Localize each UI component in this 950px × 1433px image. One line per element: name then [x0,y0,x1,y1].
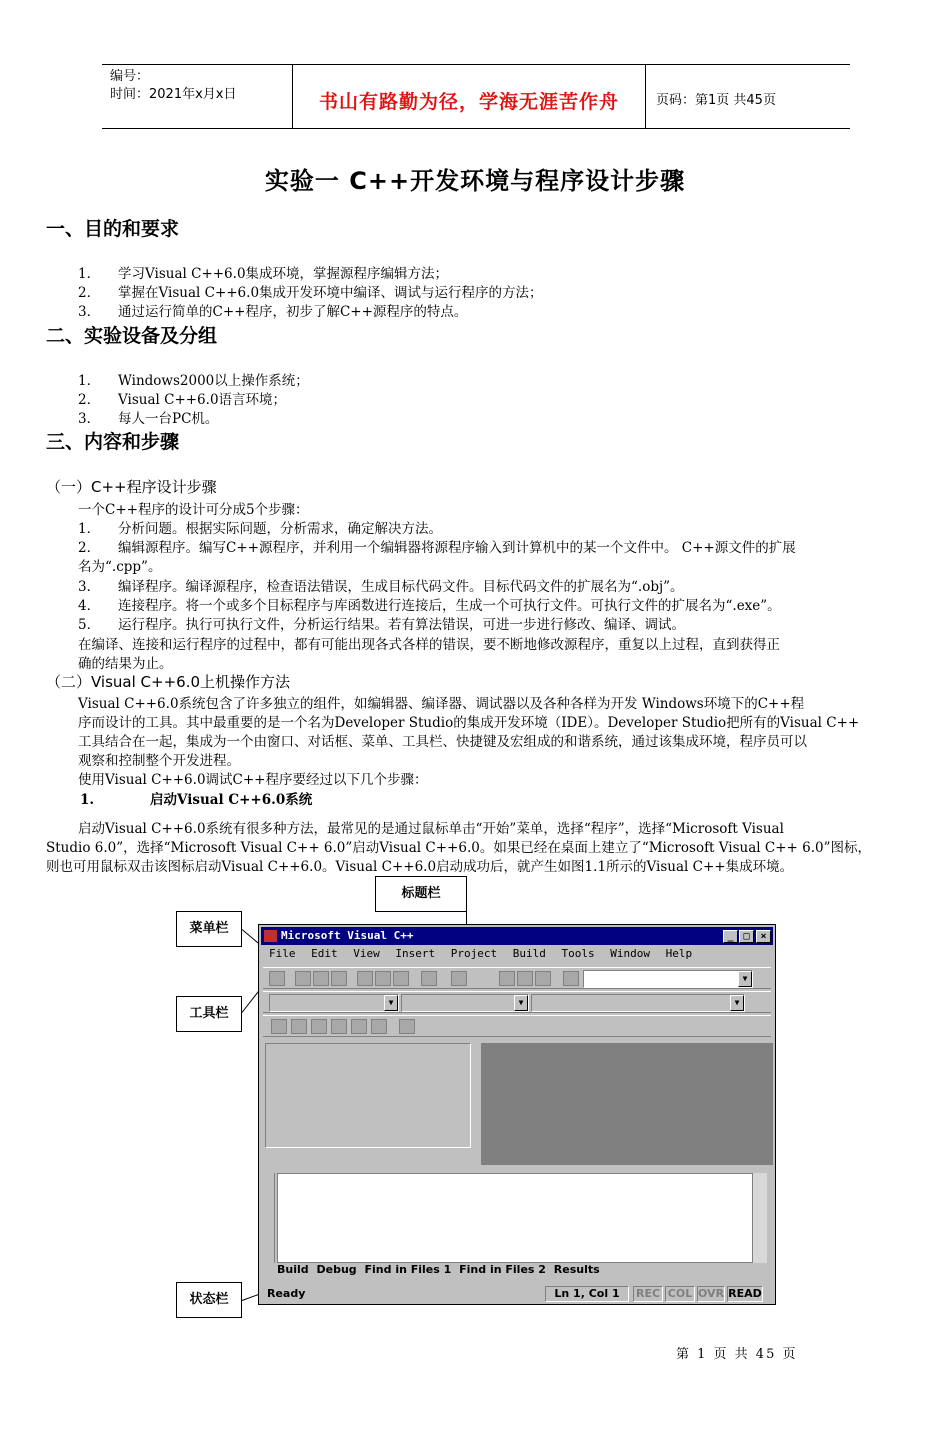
copy-icon[interactable] [375,971,391,986]
status-bar [263,1285,773,1303]
menu-tools[interactable]: Tools [561,947,595,960]
workspace-pane[interactable] [265,1043,471,1148]
para-line: 观察和控制整个开发进程。 [78,753,240,769]
vc-window-figure [258,924,776,1305]
config-icon[interactable] [399,1019,415,1034]
build-toolbar [263,1015,771,1037]
output-icon[interactable] [517,971,533,986]
subsection2-heading: （二）Visual C++6.0上机操作方法 [46,673,291,691]
build-icon[interactable] [291,1019,307,1034]
close-icon[interactable]: × [756,930,771,943]
wizard-toolbar [263,991,771,1013]
header-table [102,64,850,129]
para-line: 序而设计的工具。其中最重要的是一个名为Developer Studio的集成开发环境（IDE）。Developer Studio把所有的Visual C++ [78,715,860,731]
menu-file[interactable]: File [269,947,296,960]
para-line: 确的结果为止。 [78,656,173,672]
undo-icon[interactable] [421,971,437,986]
status-ready: Ready [267,1287,306,1300]
list-item: 2． 掌握在Visual C++6.0集成开发环境中编译、调试与运行程序的方法； [78,285,543,301]
new-file-icon[interactable] [269,971,285,986]
para-line: 则也可用鼠标双击该图标启动Visual C++6.0。Visual C++6.0启动成功后，就产生如图1.1所示的Visual C++集成环境。 [46,859,794,875]
status-ovr: OVR [698,1287,725,1300]
list-item: 5． 运行程序。执行可执行文件，分析运行结果。若有算法错误，可进一步进行修改、编译、调试。 [78,617,685,633]
breakpoint-icon[interactable] [371,1019,387,1034]
list-item: 2． Visual C++6.0语言环境； [78,392,287,408]
class-combo[interactable]: ▼ [269,994,399,1012]
save-icon[interactable] [313,971,329,986]
tab-debug[interactable]: Debug [316,1263,357,1276]
page-footer: 第 1 页 共 45 页 [676,1347,798,1362]
cut-icon[interactable] [357,971,373,986]
list-item: 3． 通过运行简单的C++程序，初步了解C++源程序的特点。 [78,304,468,320]
menu-view[interactable]: View [353,947,380,960]
list-item: 4． 连接程序。将一个或多个目标程序与库函数进行连接后，生成一个可执行文件。可执行文件的扩展名为“.exe”。 [78,598,781,614]
list-item: 1． Windows2000以上操作系统； [78,373,309,389]
standard-toolbar [263,967,771,989]
find-icon[interactable] [563,971,579,986]
execute-icon[interactable] [331,1019,347,1034]
number-label: 编号： [110,69,150,84]
workspace-icon[interactable] [499,971,515,986]
para-line: 使用Visual C++6.0调试C++程序要经过以下几个步骤： [78,772,428,788]
intro-text: 一个C++程序的设计可分成5个步骤： [78,502,309,518]
time-label: 时间：2021年x月x日 [110,87,237,102]
minimize-icon[interactable]: _ [723,930,738,943]
section3-heading: 三、内容和步骤 [46,431,180,453]
step-heading: 1. 启动Visual C++6.0系统 [80,792,313,808]
tab-find-in-files-1[interactable]: Find in Files 1 [364,1263,452,1276]
status-read: READ [728,1287,762,1300]
tab-build[interactable]: Build [277,1263,309,1276]
header-meta [102,65,292,129]
list-item: 1． 分析问题。根据实际问题，分析需求，确定解决方法。 [78,521,442,537]
open-icon[interactable] [295,971,311,986]
window-title: Microsoft Visual C++ [281,929,414,942]
list-item: 3． 每人一台PC机。 [78,411,219,427]
output-grip[interactable] [263,1173,275,1263]
callout-status-bar: 状态栏 [176,1282,242,1318]
app-icon [264,930,277,942]
paste-icon[interactable] [393,971,409,986]
menu-bar [269,947,701,965]
status-rec: REC [633,1286,663,1302]
para-line: 工具结合在一起，集成为一个由窗口、对话框、菜单、工具栏、快捷键及宏组成的和谐系统，通过该集成环境，程序员可以 [78,734,807,750]
menu-window[interactable]: Window [610,947,650,960]
window-title-bar [261,927,773,945]
status-position: Ln 1, Col 1 [545,1286,629,1302]
callout-toolbar: 工具栏 [176,996,242,1032]
go-icon[interactable] [351,1019,367,1034]
status-col: COL [665,1286,695,1302]
find-combo[interactable]: ▼ [583,970,753,988]
members-combo[interactable]: ▼ [531,994,745,1012]
section2-heading: 二、实验设备及分组 [46,325,218,347]
menu-insert[interactable]: Insert [395,947,436,960]
menu-project[interactable]: Project [450,947,498,960]
stop-build-icon[interactable] [311,1019,327,1034]
redo-icon[interactable] [451,971,467,986]
header-page: 页码：第1页 共45页 [656,93,776,108]
list-item: 1． 学习Visual C++6.0集成环境，掌握源程序编辑方法； [78,266,449,282]
list-item: 3． 编译程序。编译源程序，检查语法错误，生成目标代码文件。目标代码文件的扩展名为“.obj”。 [78,579,684,595]
menu-help[interactable]: Help [665,947,693,960]
para-line: 启动Visual C++6.0系统有很多种方法，最常见的是通过鼠标单击“开始”菜单，选择“程序”，选择“Microsoft Visual [78,821,784,837]
menu-build[interactable]: Build [512,947,546,960]
compile-icon[interactable] [271,1019,287,1034]
output-pane[interactable] [277,1173,753,1263]
section1-heading: 一、目的和要求 [46,218,180,240]
header-motto: 书山有路勤为径，学海无涯苦作舟 [292,65,646,129]
output-tabs [277,1263,604,1276]
filter-combo[interactable]: ▼ [401,994,529,1012]
subsection1-heading: （一）C++程序设计步骤 [46,478,217,496]
menu-edit[interactable]: Edit [311,947,338,960]
tab-results[interactable]: Results [553,1263,600,1276]
para-line: Visual C++6.0系统包含了许多独立的组件，如编辑器、编译器、调试器以及各种各样为开发 Windows环境下的C++程 [78,696,805,712]
callout-title-bar: 标题栏 [375,876,467,912]
list-item-cont: 名为“.cpp”。 [78,559,162,575]
maximize-icon[interactable]: □ [739,930,754,943]
para-line: Studio 6.0”，选择“Microsoft Visual C++ 6.0”启动Visual C++6.0。如果已经在桌面上建立了“Microsoft Visual C++ 6.0”图标， [46,840,872,856]
save-all-icon[interactable] [331,971,347,986]
para-line: 在编译、连接和运行程序的过程中，都有可能出现各式各样的错误，要不断地修改源程序，重复以上过程，直到获得正 [78,637,780,653]
editor-area[interactable] [481,1043,773,1165]
output-scrollbar[interactable] [753,1173,767,1263]
callout-menu-bar: 菜单栏 [176,911,242,947]
doc-title: 实验一 C++开发环境与程序设计步骤 [264,167,686,195]
list-item: 2． 编辑源程序。编写C++源程序，并利用一个编辑器将源程序输入到计算机中的某一个文件中。 C++源文件的扩展 [78,540,796,556]
tab-find-in-files-2[interactable]: Find in Files 2 [459,1263,546,1276]
windows-icon[interactable] [535,971,551,986]
